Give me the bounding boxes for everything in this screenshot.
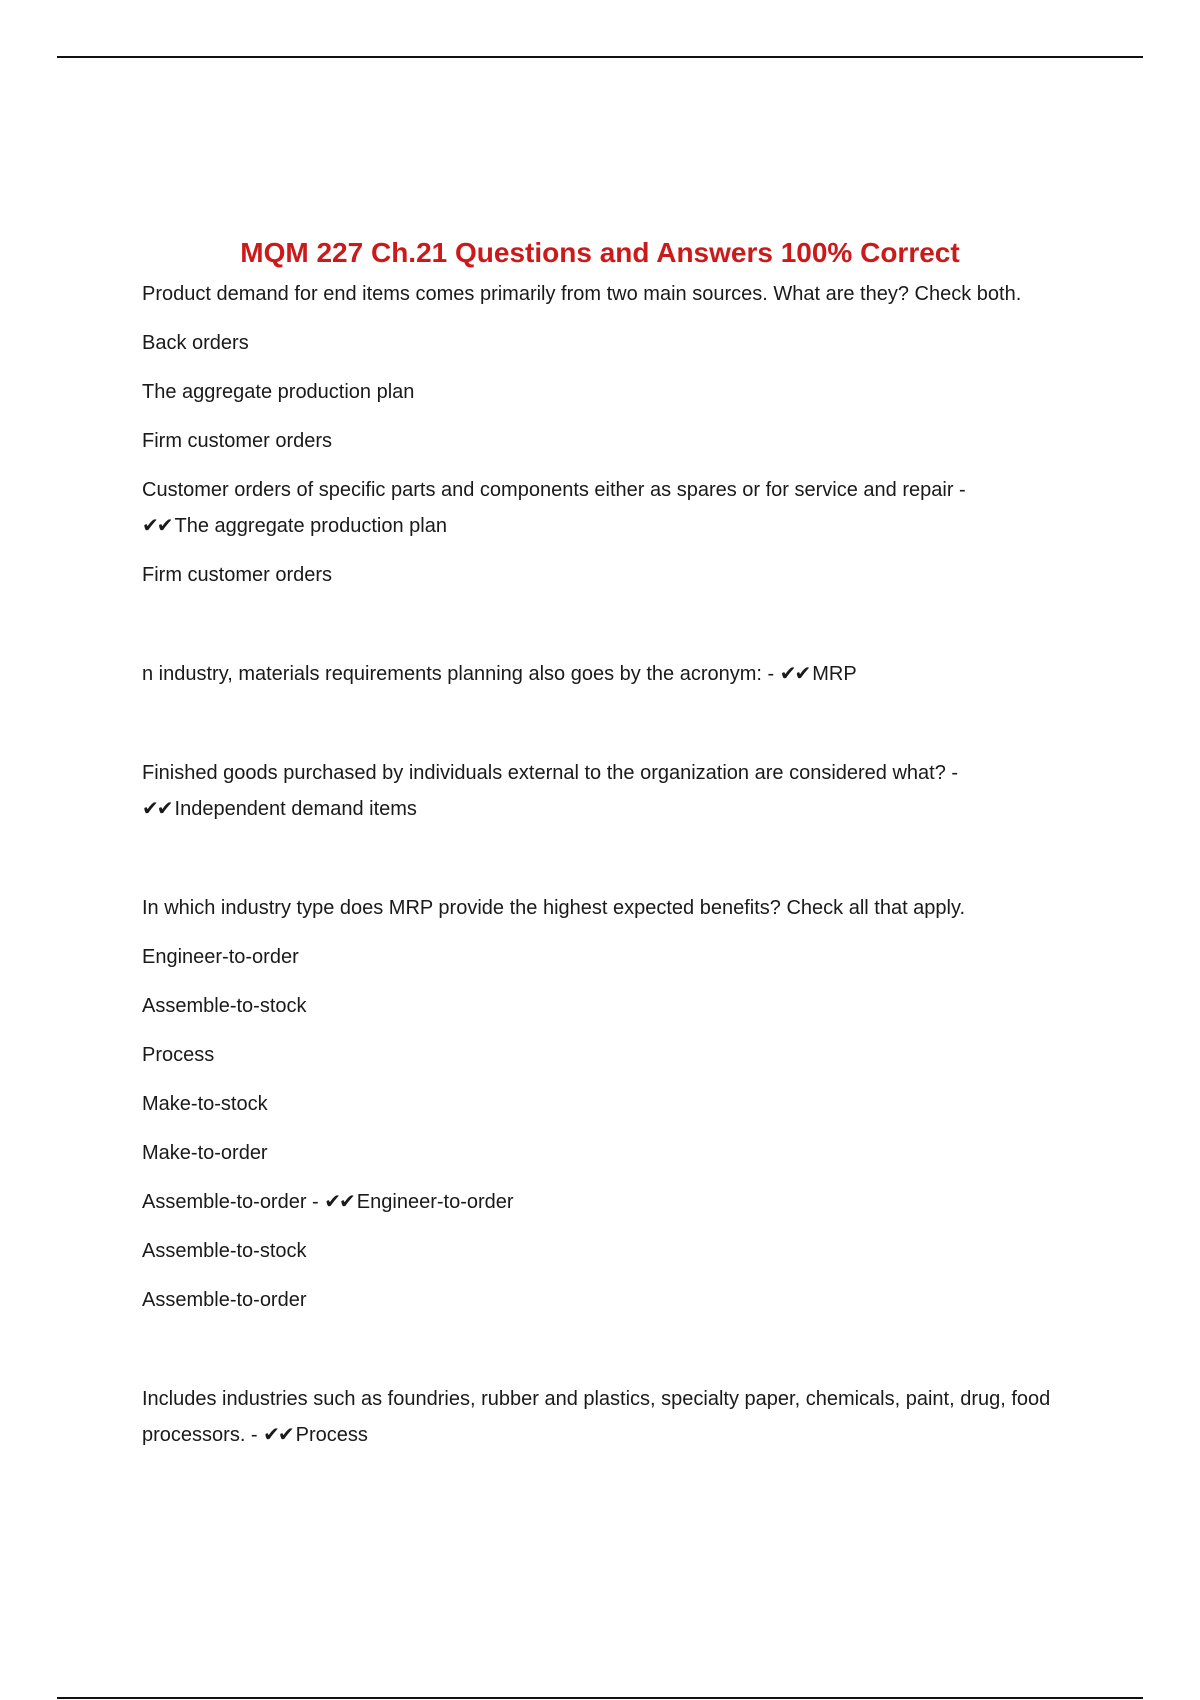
question-text: In which industry type does MRP provide the highest expected benefits? Check all that apply.	[142, 897, 966, 919]
option-text: The aggregate production plan	[142, 381, 415, 403]
top-rule	[57, 56, 1143, 58]
qa-block-5	[142, 1381, 1052, 1453]
qa-block-2	[142, 656, 1052, 692]
qa-block-3	[142, 755, 1052, 827]
option-text: Make-to-order	[142, 1142, 268, 1164]
answer-text: The aggregate production plan	[174, 515, 447, 537]
document-body	[142, 276, 1052, 1466]
double-check-icon: ✔✔	[779, 663, 810, 685]
question-with-answer	[142, 755, 1052, 827]
option-text: Engineer-to-order	[142, 946, 299, 968]
qa-block-1	[142, 276, 1052, 593]
option-text: Make-to-stock	[142, 1093, 268, 1115]
double-check-icon: ✔✔	[263, 1424, 293, 1446]
qa-block-4	[142, 890, 1052, 1318]
answer-text: Process	[295, 1424, 368, 1446]
question-with-answer	[142, 656, 1052, 692]
option-text: Back orders	[142, 332, 249, 354]
option-with-answer	[142, 472, 1052, 544]
double-check-icon: ✔✔	[142, 798, 172, 820]
answer-text: MRP	[812, 663, 857, 685]
option-text: Process	[142, 1044, 215, 1066]
option-text: Firm customer orders	[142, 430, 333, 452]
answer-text: Assemble-to-stock	[142, 1240, 307, 1262]
question-text: Includes industries such as foundries, rubber and plastics, specialty paper, chemicals, paint, drug, food processors. -	[142, 1388, 1051, 1446]
answer-text: Engineer-to-order	[356, 1191, 514, 1213]
answer-text: Firm customer orders	[142, 564, 333, 586]
answer-text: Assemble-to-order	[142, 1289, 307, 1311]
double-check-icon: ✔✔	[324, 1191, 354, 1213]
double-check-icon: ✔✔	[142, 515, 172, 537]
bottom-rule	[57, 1697, 1143, 1699]
question-text: Finished goods purchased by individuals external to the organization are considered what? -	[142, 762, 959, 784]
option-text: Customer orders of specific parts and components either as spares or for service and repair -	[142, 479, 966, 501]
option-text: Assemble-to-order -	[142, 1191, 319, 1213]
document-title: MQM 227 Ch.21 Questions and Answers 100% Correct	[240, 236, 960, 268]
question-with-answer	[142, 1381, 1052, 1453]
question-text: Product demand for end items comes primarily from two main sources. What are they? Check both.	[142, 283, 1022, 305]
question-text: n industry, materials requirements planning also goes by the acronym: -	[142, 663, 775, 685]
option-with-answer	[142, 1184, 1052, 1220]
option-text: Assemble-to-stock	[142, 995, 307, 1017]
answer-text: Independent demand items	[174, 798, 417, 820]
